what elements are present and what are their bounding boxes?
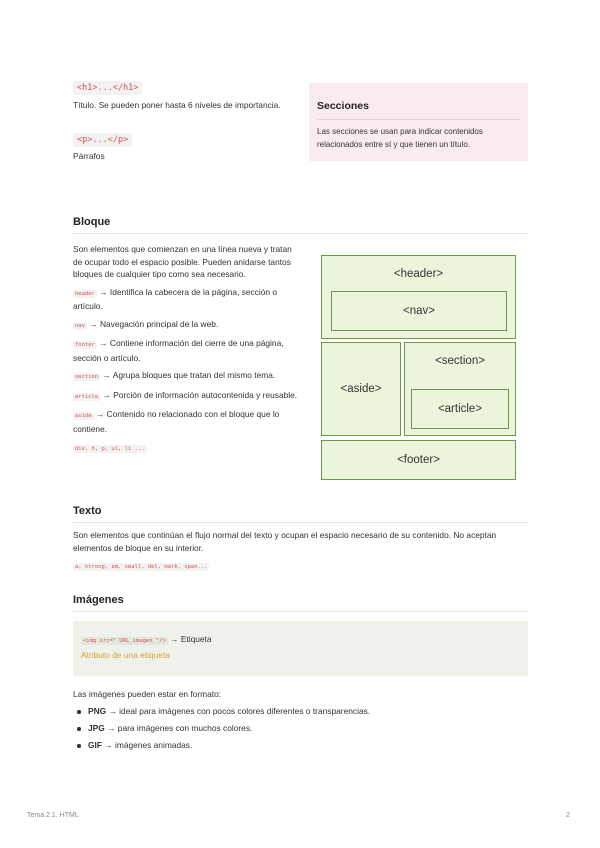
diagram-section-label: <section> [435, 355, 485, 367]
diagram-article-box [411, 389, 509, 429]
section-tag-desc: → Agrupa bloques que tratan del mismo tema. [102, 370, 276, 380]
format-desc-gif: → imágenes animadas. [104, 740, 193, 750]
aside-tag-chip: aside [75, 413, 92, 419]
p-description: Párrafos [73, 151, 105, 161]
secciones-divider [317, 119, 520, 120]
secciones-card [309, 83, 528, 161]
bloque-item-header [73, 286, 298, 313]
nav-tag-chip: nav [75, 322, 85, 329]
texto-heading: Texto [73, 505, 102, 517]
secciones-title: Secciones [317, 100, 369, 112]
texto-content [73, 529, 518, 573]
diagram-footer-box [321, 440, 516, 480]
format-desc-png: → ideal para imágenes con pocos colores diferentes o transparencias. [108, 706, 371, 716]
h1-description: Título. Se pueden poner hasta 6 niveles de importancia. [73, 100, 281, 110]
bloque-item-aside [73, 408, 298, 435]
diagram-aside-label: <aside> [340, 383, 382, 395]
bloque-item-article [73, 389, 298, 404]
footer-tag-desc: → Contiene información del cierre de una página, sección o artículo. [73, 338, 284, 363]
bloque-text-column [73, 243, 298, 455]
bloque-intro: Son elementos que comienzan en una línea nueva y tratan de ocupar todo el espacio posible. Pueden anidarse tantos bloques de cualquier tipo como sea necesario. [73, 244, 292, 279]
imagenes-heading: Imágenes [73, 594, 124, 606]
texto-divider [73, 522, 528, 523]
footer-doc-title: Tema 2.1. HTML [27, 812, 79, 819]
formats-list [73, 703, 523, 754]
header-tag-chip: header [75, 290, 95, 297]
imagenes-divider [73, 611, 528, 612]
format-name-gif: GIF [88, 740, 102, 750]
diagram-nav-label: <nav> [403, 305, 435, 317]
secciones-text: Las secciones se usan para indicar contenidos relacionados entre sí y que tienen un título. [317, 127, 483, 149]
aside-tag-desc: → Contenido no relacionado con el bloque que lo contiene. [73, 409, 280, 434]
img-tag-label: → Etiqueta [170, 634, 212, 644]
img-tag-line [81, 634, 520, 644]
nav-tag-desc: → Navegación principal de la web. [89, 318, 219, 329]
bloque-item-footer [73, 337, 298, 364]
block-examples-chip: div, h, p, ul, li ... [75, 446, 145, 452]
texto-description: Son elementos que continúan el flujo normal del texto y ocupan el espacio necesario de su contenido. No aceptan elementos de bloque en su interior. [73, 530, 497, 553]
diagram-header-label: <header> [393, 268, 444, 280]
article-tag-desc: → Porción de información autocontenida y reusable. [102, 389, 298, 400]
p-tag-code: <p>...</p> [73, 133, 132, 147]
list-item [73, 720, 523, 737]
img-tag-code: <img src=" URL_imagen "/> [83, 638, 166, 644]
diagram-nav-box [331, 291, 507, 331]
bloque-heading: Bloque [73, 216, 111, 228]
diagram-footer-label: <footer> [397, 454, 440, 466]
footer-page-number: 2 [566, 812, 570, 819]
section-tag-chip: section [75, 374, 99, 380]
format-name-png: PNG [88, 706, 107, 716]
h1-tag-code: <h1>...</h1> [73, 81, 142, 95]
format-desc-jpg: → para imágenes con muchos colores. [107, 723, 253, 733]
inline-examples-chip: a, strong, em, small, del, mark, span... [75, 564, 208, 570]
bloque-item-section [73, 369, 298, 384]
article-tag-chip: article [75, 393, 99, 400]
diagram-article-label: <article> [437, 403, 483, 415]
footer-tag-chip: footer [75, 342, 95, 348]
attribute-label: Atributo de una etiqueta [81, 650, 170, 660]
formats-intro: Las imágenes pueden estar en formato: [73, 689, 222, 699]
bloque-item-nav [73, 318, 298, 333]
header-tag-desc: → Identifica la cabecera de la página, sección o artículo. [73, 286, 278, 311]
diagram-aside-box [321, 342, 401, 436]
bloque-divider [73, 233, 528, 234]
img-tag-card [73, 621, 528, 676]
format-name-jpg: JPG [88, 723, 105, 733]
list-item [73, 737, 523, 754]
list-item [73, 703, 523, 720]
